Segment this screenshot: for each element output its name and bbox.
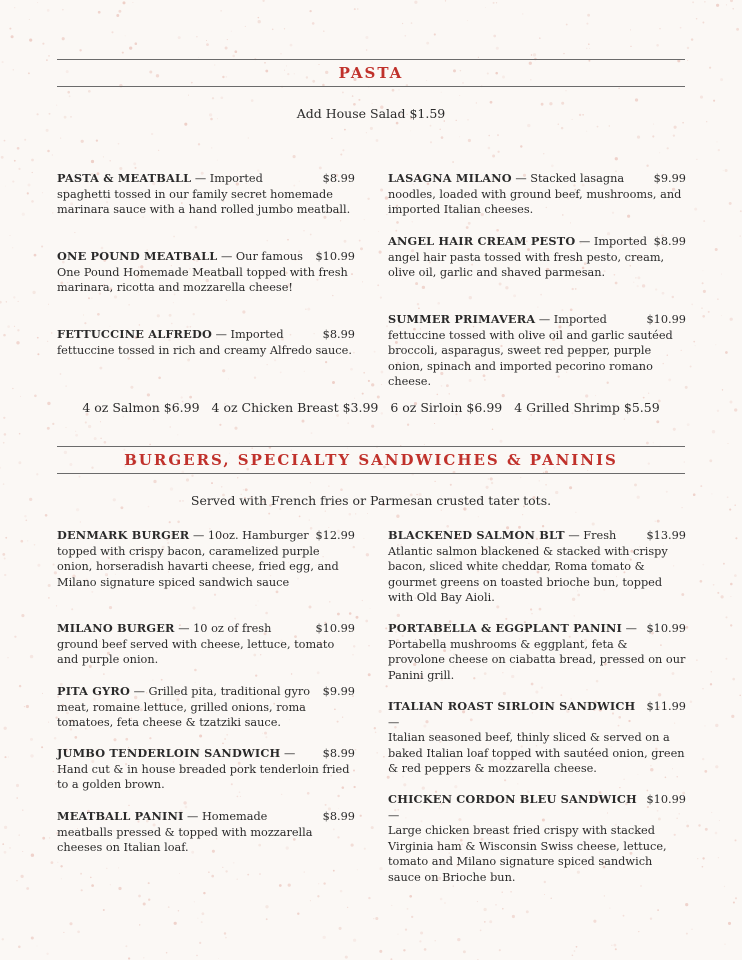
addon-chicken: 4 oz Chicken Breast $3.99	[211, 400, 379, 415]
item-desc-start: Fresh	[583, 529, 617, 542]
item-description-rest: Atlantic salmon blackened & stacked with crispy bacon, sliced white cheddar, Roma tomato & gourmet greens on toasted brioche bun, topped with Old Bay Aioli.	[388, 544, 668, 605]
item-dash: —	[130, 685, 149, 698]
item-description-rest: topped with crispy bacon, caramelized purple onion, horseradish havarti cheese, fried egg, and Milano signature spiced sandwich sauce	[57, 544, 339, 589]
item-desc-start: Imported	[553, 313, 607, 326]
menu-item	[57, 684, 355, 731]
item-name: PORTABELLA & EGGPLANT PANINI	[388, 621, 622, 635]
item-price: $9.99	[653, 172, 686, 185]
menu-item	[388, 699, 686, 777]
item-price: $9.99	[322, 685, 355, 698]
item-dash: —	[183, 810, 202, 823]
item-description-rest: Hand cut & in house breaded pork tenderloin fried to a golden brown.	[57, 762, 350, 792]
item-name: PITA GYRO	[57, 684, 131, 698]
item-dash: —	[535, 313, 554, 326]
item-description-rest: angel hair pasta tossed with fresh pesto, cream, olive oil, garlic and shaved parmesan.	[388, 250, 665, 280]
item-name-line	[57, 528, 309, 544]
item-price: $10.99	[646, 793, 686, 806]
menu-item	[388, 528, 686, 606]
item-name-line	[388, 528, 616, 544]
burgers-top-rule	[57, 446, 685, 447]
menu-item	[388, 171, 686, 218]
item-name: JUMBO TENDERLOIN SANDWICH	[57, 746, 281, 760]
item-name-line	[388, 699, 640, 730]
item-dash: —	[575, 235, 594, 248]
item-name-line	[57, 171, 263, 187]
item-dash: —	[388, 715, 400, 729]
item-name: ITALIAN ROAST SIRLOIN SANDWICH	[388, 699, 636, 713]
item-price: $8.99	[322, 747, 355, 760]
item-description-rest: fettuccine tossed with olive oil and garlic sautéed broccoli, asparagus, sweet red pepper, purple onion, spinach and imported pecorino romano cheese.	[388, 328, 673, 389]
item-dash: —	[564, 529, 584, 542]
item-description-rest: fettuccine tossed in rich and creamy Alfredo sauce.	[57, 343, 352, 357]
menu-item	[57, 249, 355, 296]
item-name: MILANO BURGER	[57, 621, 175, 635]
item-price: $10.99	[315, 250, 355, 263]
item-dash: —	[511, 172, 531, 185]
item-description-rest: Large chicken breast fried crispy with stacked Virginia ham & Wisconsin Swiss cheese, lettuce, tomato and Milano signature spiced sandwich sauce on Brioche bun.	[388, 824, 667, 884]
burgers-bottom-rule	[57, 473, 685, 474]
item-name: LASAGNA MILANO	[388, 171, 512, 185]
item-name: CHICKEN CORDON BLEU SANDWICH	[388, 792, 637, 806]
item-name: PASTA & MEATBALL	[57, 171, 192, 185]
pasta-heading: PASTA	[338, 64, 404, 82]
item-desc-start: Homemade	[201, 810, 268, 823]
item-price: $10.99	[646, 313, 686, 326]
menu-item	[57, 327, 355, 358]
item-desc-start: Stacked lasagna	[530, 172, 625, 185]
item-price: $8.99	[322, 172, 355, 185]
item-desc-start: Grilled pita, traditional gyro	[148, 685, 311, 698]
item-desc-start: Imported	[209, 172, 263, 185]
item-desc-start: 10oz. Hamburger	[207, 529, 309, 542]
menu-item	[57, 171, 355, 218]
item-price: $10.99	[315, 622, 355, 635]
menu-item	[57, 746, 355, 793]
item-name: DENMARK BURGER	[57, 528, 190, 542]
item-dash: —	[191, 172, 210, 185]
item-description-rest: Italian seasoned beef, thinly sliced & served on a baked Italian loaf topped with sautéed onion, green & red peppers & mozzarella cheese.	[388, 731, 685, 776]
item-description-rest: One Pound Homemade Meatball topped with fresh marinara, ricotta and mozzarella cheese!	[57, 265, 348, 295]
item-name-line	[388, 621, 637, 637]
item-name: SUMMER PRIMAVERA	[388, 312, 536, 326]
item-description-rest: spaghetti tossed in our family secret homemade marinara sauce with a hand rolled jumbo meatball.	[57, 187, 351, 217]
item-dash: —	[212, 328, 231, 341]
item-name-line	[388, 312, 607, 328]
item-dash: —	[174, 622, 194, 635]
item-price: $13.99	[646, 529, 686, 542]
item-price: $8.99	[322, 810, 355, 823]
item-name-line	[388, 171, 624, 187]
item-dash: —	[388, 808, 400, 822]
item-description-rest: meatballs pressed & topped with mozzarella cheeses on Italian loaf.	[57, 825, 313, 855]
pasta-bottom-rule	[57, 86, 685, 87]
menu-item	[57, 621, 355, 668]
item-name-line	[388, 234, 647, 250]
menu-item	[388, 792, 686, 886]
item-price: $8.99	[322, 328, 355, 341]
protein-addons	[0, 400, 742, 415]
item-name-line	[57, 621, 271, 637]
item-name: ANGEL HAIR CREAM PESTO	[388, 234, 576, 248]
item-desc-start: Our famous	[235, 250, 303, 263]
item-desc-start: Imported	[593, 235, 647, 248]
menu-item	[388, 621, 686, 683]
item-name: ONE POUND MEATBALL	[57, 249, 218, 263]
item-price: $8.99	[653, 235, 686, 248]
pasta-salad-note: Add House Salad $1.59	[296, 106, 446, 121]
menu-item	[388, 234, 686, 281]
item-dash: —	[280, 747, 296, 760]
pasta-top-rule	[57, 59, 685, 60]
addon-sirloin: 6 oz Sirloin $6.99	[390, 400, 503, 415]
item-price: $12.99	[315, 529, 355, 542]
addon-shrimp: 4 Grilled Shrimp $5.59	[514, 400, 660, 415]
burgers-sides-note: Served with French fries or Parmesan crusted tater tots.	[190, 493, 552, 508]
item-dash: —	[189, 529, 208, 542]
item-name-line	[57, 249, 303, 265]
item-dash: —	[622, 622, 637, 635]
item-description-rest: Portabella mushrooms & eggplant, feta & provolone cheese on ciabatta bread, pressed on our Panini grill.	[388, 637, 686, 682]
menu-item	[57, 809, 355, 856]
item-name: FETTUCCINE ALFREDO	[57, 327, 212, 341]
menu-item	[388, 312, 686, 390]
menu-item	[57, 528, 355, 590]
item-name-line	[388, 792, 640, 823]
item-name-line	[57, 746, 295, 762]
item-description-rest: noodles, loaded with ground beef, mushrooms, and imported Italian cheeses.	[388, 187, 682, 217]
item-name-line	[57, 809, 267, 825]
item-price: $11.99	[646, 700, 686, 713]
item-name-line	[57, 684, 310, 700]
item-name: MEATBALL PANINI	[57, 809, 184, 823]
item-description-rest: meat, romaine lettuce, grilled onions, roma tomatoes, feta cheese & tzatziki sauce.	[57, 700, 306, 730]
item-description-rest: ground beef served with cheese, lettuce, tomato and purple onion.	[57, 637, 335, 667]
addon-salmon: 4 oz Salmon $6.99	[82, 400, 200, 415]
item-name-line	[57, 327, 284, 343]
item-name: BLACKENED SALMON BLT	[388, 528, 565, 542]
item-dash: —	[217, 250, 236, 263]
item-desc-start: Imported	[230, 328, 284, 341]
burgers-heading: BURGERS, SPECIALTY SANDWICHES & PANINIS	[124, 451, 618, 469]
item-desc-start: 10 oz of fresh	[193, 622, 272, 635]
item-price: $10.99	[646, 622, 686, 635]
